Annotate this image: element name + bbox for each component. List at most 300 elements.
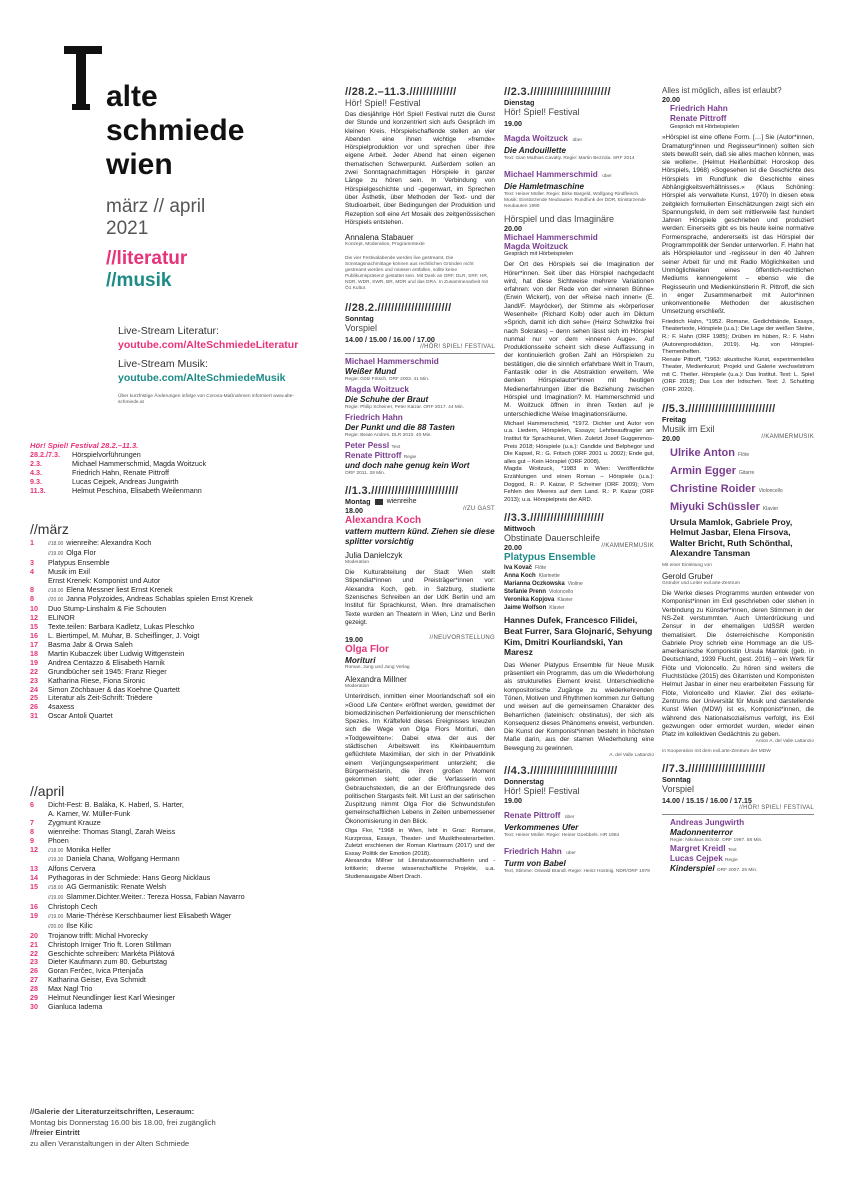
ensemble-members bbox=[504, 564, 654, 612]
p2-name: Michael Hammerschmid bbox=[504, 170, 598, 179]
calendar-entry bbox=[48, 712, 330, 721]
s2-time: 20.00 bbox=[504, 224, 522, 233]
calendar-text: Christoph Irniger Trio ft. Loren Stillman bbox=[48, 939, 172, 949]
date-3-3-title: Obstinate Dauerschleife bbox=[504, 533, 601, 544]
s2-title: Hörspiel und das Imaginäre bbox=[504, 214, 615, 224]
calendar-day: 15 bbox=[30, 882, 38, 892]
logo-line-wien: wien bbox=[106, 148, 173, 181]
p1-work: Die Andouillette bbox=[504, 146, 567, 155]
calendar-day: 2.3. bbox=[30, 458, 42, 468]
q-text: »Hörspiel ist eine offene Form. […] Sie (Autor*innen, Dramaturg*innen und Regisseur*innen) sollten sich stets bewußt sein, daß sie alles machen können, was sie wollen«. (Helmut Heißenbüttel: Horoskop des Hörspiels, 1968) »Sogesehen ist die Geschichte des Hörspiels im Rundfunk die Geschichte eines Abhängigkeitsverhältnisses.« (Klaus Schöning: Hörspiel als verwaltete Kunst, 1970) In diesen etwa zeitgleich formulierten Einschätzungen zeigt sich ein Spannungsfeld, in dem seit mittlerweile fast hundert Jahren Hörspiele geschrieben und produziert werden: Einerseits gibt es bis heute keine normative Formensprache, andererseits ist das Hörspiel der Programmpolitik der Sender unterworfen. F. Hahn hat als Hörspielautor und -regisseur in den 40 Jahren seiner Arbeit für und mit Radio Möglichkeiten und Unmöglichkeiten eines öffentlich-rechtlichen Mediums kennengelernt – ebenso wie die Regisseurin und Medienkünstlerin R. Pittroff, die sich in enger Zusammenarbeit mit Autor*innen unkonventionelle Methoden der akustischen Umsetzung erschließt. bbox=[662, 134, 814, 316]
ensemble-text: Das Wiener Platypus Ensemble für Neue Musik präsentiert ein Programm, das um die Wiederholung als strukturelles Element kreist. Unterschiedliche kompositorische Zugänge zu wiederkehrenden Tönen, Motiven und Rhythmen kommen zur Geltung und weisen auf die gemeinsamen Charakter des Beharrlichen (lateinisch: obstinatus), der sich als Konsequenz dieses Phänomens erweist, verbunden. Die Kunst der Komponist*innen besteht in höchsten Maße darin, aus der starren Wiederholung eine Bewegung zu gewinnen. bbox=[504, 661, 654, 752]
column-4 bbox=[662, 86, 814, 874]
maerz-heading: //märz bbox=[30, 521, 69, 537]
date-3-3-tag: //KAMMERMUSIK bbox=[601, 543, 654, 550]
pittroff-name: Renate Pittroff bbox=[345, 451, 402, 461]
s2-name-1: Michael Hammerschmid bbox=[504, 233, 598, 242]
festival-note: Die vier Festivalabende werden live gestreamt. Die Sonntagsnachmittage können aus rechtlichen Gründen nicht gestreamt werden und müssen entfallen, sollte keine Publikumspräsenz gestattet sein. Mit Dank an ORF, DLR, SRF, HR, NDR, WDR, SWR, BR, MDR und das DRA. In Zusammenarbeit mit Ö1 Kultur. bbox=[345, 256, 489, 292]
member-name: Veronika Kopjova bbox=[504, 597, 555, 604]
date-4-3: //4.3.////////////////////////// bbox=[504, 765, 618, 778]
ensemble-member bbox=[504, 564, 654, 572]
calendar-day: 28.2./7.3. bbox=[30, 450, 60, 459]
member-instrument: Klavier bbox=[549, 605, 565, 612]
p4-meta: Text, Stimme: Oswald Brandl. Regie: Heinz Hostnig. NDR/ORF 1979 bbox=[504, 869, 650, 875]
calendar-text: Slammer.Dichter.Weiter.: Tereza Hossa, Fabian Navarro bbox=[66, 892, 245, 902]
stream-mus-label: Live-Stream Musik: bbox=[118, 358, 208, 370]
footer-info bbox=[30, 1107, 330, 1149]
calendar-day: 23 bbox=[30, 675, 38, 685]
p2-conn: über bbox=[602, 174, 612, 179]
flor-tag: //NEUVORSTELLUNG bbox=[429, 635, 495, 642]
member-name: Stefanie Prenn bbox=[504, 589, 547, 596]
calendar-day: 10 bbox=[30, 604, 38, 614]
ensemble-member bbox=[504, 604, 654, 612]
calendar-entry bbox=[48, 1003, 330, 1012]
q-name-2: Renate Pittroff bbox=[670, 114, 727, 123]
kreidl-name: Margret Kreidl bbox=[670, 844, 726, 854]
calendar-day: 4.3. bbox=[30, 467, 42, 477]
program-work: Weißer Mund bbox=[345, 367, 397, 377]
date-1-3-line bbox=[345, 497, 495, 506]
calendar-text: Dicht-Fest: B. Baláka, K. Haberl, S. Harter, bbox=[48, 800, 184, 809]
calendar-day: 8 bbox=[30, 584, 34, 594]
calendar-day: 17 bbox=[30, 639, 38, 649]
calendar-day: 26 bbox=[30, 702, 38, 712]
calendar-text: Helmut Peschina, Elisabeth Weilenmann bbox=[72, 485, 202, 495]
program-work: Die Schuhe der Braut bbox=[345, 395, 429, 405]
date-3-3-day: Mittwoch bbox=[504, 524, 536, 534]
calendar-text: Platypus Ensemble bbox=[48, 557, 110, 567]
vorspiel-program-list bbox=[345, 357, 495, 439]
p2-meta: Text: Heiner Müller. Regie: Birke Bargeld, Wolfgang Rindfleisch. Musik: Einstürzende Neubauten. Rundfunk der DDR, Einstürzende Neubauten 1990 bbox=[504, 192, 646, 209]
date-5-3-day: Freitag bbox=[662, 414, 686, 424]
calendar-day: 8 bbox=[30, 826, 34, 836]
calendar-time: //19.00 bbox=[48, 895, 64, 902]
calendar-text: L. Biertimpel, M. Muhar, B. Scheiflinger, J. Voigt bbox=[48, 631, 200, 641]
s2-sub: Gespräch mit Hörbeispielen bbox=[504, 251, 574, 257]
cejpek-role: Regie bbox=[725, 858, 738, 864]
calendar-text: Christoph Cech bbox=[48, 901, 98, 911]
calendar-day: 19 bbox=[30, 657, 38, 667]
calendar-day: 22 bbox=[30, 948, 38, 958]
calendar-time: //18.00 bbox=[48, 885, 64, 892]
anvil-t-icon bbox=[64, 46, 102, 112]
musician-name: Armin Egger bbox=[670, 464, 737, 477]
calendar-time: //19.00 bbox=[48, 913, 64, 920]
musician-name: Ulrike Anton bbox=[670, 446, 735, 459]
calendar-text: Helmut Neundlinger liest Karl Wiesinger bbox=[48, 993, 176, 1003]
pessl-name: Peter Pessl bbox=[345, 441, 390, 451]
calendar-text: Texte.teilen: Barbara Kadletz, Lukas Pleschko bbox=[48, 622, 195, 632]
p3-conn: über bbox=[564, 815, 575, 821]
curator-role: Konzept, Moderation, Programmtexte bbox=[345, 242, 425, 248]
calendar-text: A. Karner, W. Müller-Funk bbox=[48, 808, 131, 818]
calendar-text: Basma Jabr & Orwa Saleh bbox=[48, 639, 133, 649]
program-meta: Regie: Götz Fritsch. ORF 2003. 41 Min. bbox=[345, 377, 430, 383]
date-5-3-tag: //KAMMERMUSIK bbox=[761, 433, 814, 440]
date-2-3-title: Hör! Spiel! Festival bbox=[504, 107, 580, 117]
ensemble-name: Platypus Ensemble bbox=[504, 552, 596, 564]
s2-name-2: Magda Woitzuck bbox=[504, 242, 568, 251]
date-28-2-tag: //HÖR! SPIEL! FESTIVAL bbox=[420, 344, 495, 351]
calendar-text: Dieter Kaufmann zum 80. Geburtstag bbox=[48, 957, 168, 967]
program-name: Friedrich Hahn bbox=[345, 413, 403, 423]
exil-coop: In Kooperation mit dem exil.arte-Zentrum der MDW bbox=[662, 749, 771, 755]
date-1-3-time-row bbox=[345, 506, 495, 515]
calendar-day: 14 bbox=[30, 873, 38, 883]
calendar-text: Gianluca Iadema bbox=[48, 1001, 103, 1011]
date-1-3: //1.3.////////////////////////// bbox=[345, 485, 459, 498]
millner-bio: Alexandra Millner ist Literaturwissenschaftlerin und -kritikerin; diverse wissenschaftliche Projekte, u.a. Studienausgabe Albert Drach. bbox=[345, 858, 495, 880]
ensemble-member bbox=[504, 588, 654, 596]
date-3-3: //3.3.////////////////////// bbox=[504, 512, 605, 525]
calendar-text: Monika Helfer bbox=[66, 844, 111, 854]
logo-line-schmiede: schmiede bbox=[106, 114, 245, 147]
s2-text: Der Ort des Hörspiels sei die Imagination der Hörer*innen. Seit über das Hörspiel nachgedacht wird, hat diese Sichtweise mehrere Variationen erfahren: von der Rede von der »inneren Bühne« (Erwin Wickert), von der »Reise nach innen« (E. Jandl/F. Mayröcker), der Stimme als »körperloser Wesenheit« (Richard Kolb) oder auch im Diktum »Sprich, damit ich dich sehe« (Heinz Schwitzke frei nach Sokrates) – denn sehen lässt sich im Hörspiel nunmal nur vor dem »inneren Auge«. Auf Produktionsseite scheint sich diese Auffassung in der kontinuierlich großen Zahl an Hörspielen zu bestätigen, die die sinnlich erfahrbare Welt in Traum, Fantastik oder in die Abstraktion erweitern. Wie denken Hörspielautor*innen mit heutigen Medienerfahrungen über die Beziehung zwischen Hörspiel und Imagination? M. Hammerschmid und M. Woitzuck öffnen in ihren Texten auf je unterschiedliche Weise Imaginationsräume. bbox=[504, 261, 654, 418]
date-1-3-day: Montag bbox=[345, 497, 371, 507]
p1-conn: über bbox=[572, 138, 583, 143]
calendar-text: Phoen bbox=[48, 835, 69, 845]
musician-instrument: Flöte bbox=[738, 451, 750, 458]
flor-time-row bbox=[345, 635, 495, 644]
calendar-text: Michael Hammerschmid, Magda Woitzuck bbox=[72, 458, 207, 468]
flor-meta: Roman. Jung und Jung Verlag bbox=[345, 665, 410, 671]
jungwirth-name: Andreas Jungwirth bbox=[670, 818, 745, 828]
calendar-day: 12 bbox=[30, 844, 38, 854]
calendar-day: 25 bbox=[30, 693, 38, 703]
pessl-role: Text bbox=[391, 445, 401, 451]
date-7-3-tag: //HÖR! SPIEL! FESTIVAL bbox=[739, 805, 814, 812]
date-1-3-tag: //ZU GAST bbox=[462, 506, 495, 513]
calendar-day: 24 bbox=[30, 684, 38, 694]
flor-bio: Olga Flor, *1968 in Wien, lebt in Graz: Romane, Kurzprosa, Essays, Theater- und Musiktheaterarbeiten. Zuletzt erschienen der Roman Klartraum (2017) und der Essay Politik der Emotion (2018). bbox=[345, 827, 495, 857]
q-title: Alles ist möglich, alles ist erlaubt? bbox=[662, 86, 782, 95]
ensemble-sign: A. del Valle Lattanzio bbox=[609, 753, 654, 759]
date-7-3: //7.3./////////////////////// bbox=[662, 763, 766, 776]
calendar-day: 28 bbox=[30, 984, 38, 994]
calendar-text: Zygmunt Krauze bbox=[48, 817, 101, 827]
date-7-3-day: Sonntag bbox=[662, 775, 691, 785]
footer-line-2: Montag bis Donnerstag 16.00 bis 18.00, frei zugänglich bbox=[30, 1117, 216, 1127]
kinderspiel-meta: ORF 2007. 25 Min. bbox=[716, 868, 758, 874]
calendar-day: 23 bbox=[30, 957, 38, 967]
exil-text: Die Werke dieses Programms wurden entweder von Komponist*innen im Exil geschrieben oder stehen in Verbindung zu Künstler*innen, deren Stimmen in der NS-Zeit verstummten. Auch Unterdrückung und Zensur in der ehemaligen UdSSR werden thematisiert. Die österreichische Komponistin Gabriele Proy schrieb eine Hommage an die US-amerikanische Komponistin Ursula Mamlok (geb. in Deutschland, 1939 Flucht, gest. 2016) – ein Werk für Flöte und Violoncello. Zu hören sind weiters die Fluchtstücke (2015) des Gitarristen und Komponisten Helmut Jasbar in einer neu erarbeiteten Fassung für Flöte, Violoncello und Klavier. Ziel des exilarte-Zentrums der Universität für Musik und darstellende Kunst Wien (MDW) ist es, Komponist*innen, die während des Nationalsozialismus verfolgt, ins Exil gezwungen oder ermordet wurden, wieder einen Platz im kollektiven Gedächtnis zu geben. bbox=[662, 590, 814, 739]
member-instrument: Flöte bbox=[535, 565, 547, 572]
s2-bio-1: Michael Hammerschmid, *1972. Dichter und Autor von u.a. Liedern, Hörspielen, Essays; Lehrbeauftragter am Institut für Sprachkunst, Wien. Zuletzt Josef Guggenmos-Preis 2018; Hörspiele (u.a.): Candide und Belphegor und Die Kapsel, R.: G. Fritsch (ORF 2001 u. 2002); Ende gut, alles gut – Kein Hörspiel (ORF 2008). bbox=[504, 420, 654, 465]
calendar-text: AG Germanistik: Renate Welsh bbox=[66, 882, 167, 892]
footer-line-1: //Galerie der Literaturzeitschriften, Leseraum: bbox=[30, 1107, 195, 1116]
calendar-row bbox=[30, 487, 330, 496]
flor-work: Morituri bbox=[345, 656, 376, 666]
p4-name: Friedrich Hahn bbox=[504, 847, 562, 857]
literatur-label: //literatur bbox=[106, 248, 188, 269]
member-name: Marianna Oczkowska bbox=[504, 581, 565, 588]
musik-label: //musik bbox=[106, 270, 172, 291]
calendar-text: Goran Ferčec, Ivica Prtenjača bbox=[48, 966, 144, 976]
calendar-entry bbox=[48, 559, 330, 568]
festival-date: //28.2.–11.3.////////////// bbox=[345, 86, 457, 98]
musician-name: Christine Roider bbox=[670, 482, 756, 495]
date-7-3-title: Vorspiel bbox=[662, 784, 695, 795]
festival-text: Das diesjährige Hör! Spiel! Festival nutzt die Gunst der Stunde und konzentriert sich aufs Gespräch im kleinen Kreis. Hörspielschaffende stellen an vier Abenden eine ihnen wichtige »fremde« Hörspielproduktion vor und sprechen über ihre eigene Arbeit. Jeder Abend hat einen eigenen thematischen Schwerpunkt. Außerdem sollen an zwei Sonntagnachmittagen Hörspiele in ganzer Länge zu hören sein. In Verbindung von Hörspielgeschichte und -gegenwart, im Sprechen über Ästhetik, über Methoden der Text- und der Studioarbeit, über Bedingungen der Produktion und Rezeption soll eine Art Mosaik des zeitgenössischen Hörspiels entstehen. bbox=[345, 111, 495, 226]
stream-lit-label: Live-Stream Literatur: bbox=[118, 325, 219, 337]
calendar-text: Friedrich Hahn, Renate Pittroff bbox=[72, 467, 169, 477]
flor-name: Olga Flor bbox=[345, 644, 389, 656]
calendar-text: Katharina Riese, Fiona Sironic bbox=[48, 675, 146, 685]
calendar-row bbox=[30, 694, 330, 703]
calendar-text: ELINOR bbox=[48, 613, 75, 623]
s2-bio-2: Magda Woitzuck, *1983 in Wien: Veröffentlichte Erzählungen und einen Roman – Hörspiele (u.a.): Doggod, R.: P. Kaizar, P. Scheiner (ORF 2009); Vom Fehlen des Meeres auf dem Land. R.: P. Kaizar (ORF 2013); u.a. Hörspielpreis der ARD. bbox=[504, 466, 654, 503]
calendar-day: 16 bbox=[30, 901, 38, 911]
calendar-text: wienreihe: Alexandra Koch bbox=[66, 538, 152, 547]
calendar-text: Musik im Exil bbox=[48, 566, 90, 576]
calendar-text: Oscar Antoli Quartet bbox=[48, 711, 113, 721]
flor-time: 19.00 bbox=[345, 635, 363, 645]
q-bio-1: Friedrich Hahn, *1952. Romane, Gedichtbände, Essays, Theatertexte, Hörspiele (u.a.): Die Lage der weißen Steine, R.: F. Hahn (ORF 1985); Drüben im hüben, R.: F. Hahn (Autorenproduktion, 2019). Hg. von Hörspiel-Themenheften. bbox=[662, 318, 814, 356]
divider bbox=[345, 353, 495, 354]
festival-overview-list bbox=[30, 451, 330, 496]
p3-work: Verkommenes Ufer bbox=[504, 823, 579, 833]
exil-musician bbox=[670, 479, 814, 497]
calendar-day: 12 bbox=[30, 613, 38, 623]
calendar-text: Martin Kubaczek über Ludwig Wittgenstein bbox=[48, 648, 185, 658]
musician-instrument: Violoncello bbox=[758, 487, 783, 494]
calendar-row bbox=[30, 1003, 330, 1012]
p3-meta: Text: Heiner Müller. Regie: Heiner Goebbels. HR 1984 bbox=[504, 833, 620, 839]
calendar-text: Alfons Cervera bbox=[48, 864, 96, 874]
program-meta: Regie: Philip Scheiner, Peter Kaizar. ORF 2017. 44 Min. bbox=[345, 405, 464, 411]
calendar-day: 11.3. bbox=[30, 485, 46, 495]
calendar-day: 15 bbox=[30, 622, 38, 632]
date-5-3-title: Musik im Exil bbox=[662, 423, 715, 434]
date-4-3-day: Donnerstag bbox=[504, 777, 544, 787]
q-name-1: Friedrich Hahn bbox=[670, 104, 728, 113]
calendar-time: //18.00 bbox=[48, 541, 64, 547]
program-entry bbox=[345, 413, 495, 439]
calendar-day: 30 bbox=[30, 1001, 38, 1011]
calendar-time: //19.00 bbox=[48, 550, 64, 557]
date-28-2-day: Sonntag bbox=[345, 314, 374, 324]
maerz-list bbox=[30, 539, 330, 721]
musician-instrument: Gitarre bbox=[739, 469, 755, 476]
calendar-text: Ilse Kilic bbox=[66, 920, 93, 930]
musician-instrument: Klavier bbox=[762, 505, 779, 512]
date-28-2-times: 14.00 / 15.00 / 16.00 / 17.00 bbox=[345, 335, 435, 345]
program-name: Magda Woitzuck bbox=[345, 385, 409, 395]
member-instrument: Klavier bbox=[557, 597, 573, 604]
calendar-day: 26 bbox=[30, 966, 38, 976]
calendar-day: 9 bbox=[30, 835, 34, 845]
calendar-day: 1 bbox=[30, 538, 34, 547]
calendar-text: Andrea Centazzo & Elisabeth Harnik bbox=[48, 657, 165, 667]
program-name: Michael Hammerschmid bbox=[345, 357, 439, 367]
program-work: Der Punkt und die 88 Tasten bbox=[345, 423, 455, 433]
calendar-day: 7 bbox=[30, 817, 34, 827]
stream-mus-link[interactable]: youtube.com/AlteSchmiedeMusik bbox=[118, 372, 286, 384]
danielczyk-role: Moderation bbox=[345, 560, 369, 566]
calendar-time: //18.00 bbox=[48, 847, 64, 854]
p4-conn: über bbox=[566, 851, 576, 857]
calendar-day: 31 bbox=[30, 711, 38, 721]
festival-title: Hör! Spiel! Festival bbox=[345, 98, 421, 108]
kinderspiel-work: Kinderspiel bbox=[670, 864, 715, 874]
date-2-3-time: 19.00 bbox=[504, 119, 522, 128]
calendar-text: Elena Messner liest Ernst Krenek bbox=[66, 584, 173, 594]
stream-lit-link[interactable]: youtube.com/AlteSchmiedeLiteratur bbox=[118, 339, 299, 351]
date-2-3: //2.3.//////////////////////// bbox=[504, 86, 611, 98]
calendar-day: 3 bbox=[30, 557, 34, 567]
alte-schmiede-logo bbox=[64, 46, 264, 181]
calendar-day: 8 bbox=[30, 594, 34, 604]
p1-meta: Text: Gian Mathias Cavalty. Regie: Martin Bezzola. SRF 2014 bbox=[504, 156, 635, 161]
calendar-day: 13 bbox=[30, 864, 38, 874]
pittroff-work: und doch nahe genug kein Wort bbox=[345, 461, 470, 471]
maerz-calendar bbox=[30, 521, 330, 721]
koch-work: vattern muttern künd. Ziehen sie diese splitter vorsichtig bbox=[345, 527, 495, 547]
exil-sign: Anton A. del Valle Lattanzio bbox=[755, 739, 814, 745]
composers-list: Hannes Dufek, Francesco Filidei, Beat Furrer, Sara Glojnarić, Sehyung Kim, Dmitri Kourliandski, Yan Maresz bbox=[504, 615, 653, 658]
calendar-day: 16 bbox=[30, 631, 38, 641]
calendar-text: Katharina Geiser, Eva Schmidt bbox=[48, 975, 146, 985]
date-1-3-time: 18.00 bbox=[345, 506, 363, 516]
exil-composers: Ursula Mamlok, Gabriele Proy, Helmut Jasbar, Elena Firsova, Walter Bricht, Ruth Schönthal, Alexandre Tansman bbox=[670, 516, 793, 559]
date-5-3: //5.3.////////////////////////// bbox=[662, 402, 776, 415]
koch-name: Alexandra Koch bbox=[345, 515, 422, 527]
q-bio-2: Renate Pittroff, *1963: akustische Kunst, experimentelles Theater, Medienkunst; Projekt und Galerie wechselstrom mit C. Theiler. Hörspiele (u.a.): Das Institut. Text: L. Spiel (ORF 2018); Das Los der Irdischen. Text: J. Schutting (ORF 2020). bbox=[662, 356, 814, 394]
pittroff-role: Regie bbox=[403, 455, 417, 461]
date-3-3-time-row bbox=[504, 543, 654, 552]
april-calendar bbox=[30, 783, 330, 1012]
curator-name: Annalena Stabauer bbox=[345, 233, 414, 243]
calendar-text: Grundbücher seit 1945: Franz Rieger bbox=[48, 666, 167, 676]
calendar-entry bbox=[48, 694, 330, 703]
ensemble-member bbox=[504, 580, 654, 588]
calendar-text: Geschichte schreiben: Markéta Pilátová bbox=[48, 948, 175, 958]
date-28-2-title: Vorspiel bbox=[345, 323, 378, 334]
logo-line-alte: alte bbox=[106, 80, 158, 113]
calendar-text: Literatur als Zeit-Schrift: Triëdere bbox=[48, 693, 153, 703]
calendar-day: 19 bbox=[30, 910, 38, 920]
calendar-row bbox=[30, 712, 330, 721]
kreidl-role: Text bbox=[727, 848, 737, 854]
ensemble-member bbox=[504, 596, 654, 604]
date-5-3-time: 20.00 bbox=[662, 433, 680, 443]
pittroff-credit bbox=[345, 451, 495, 461]
program-entry bbox=[345, 385, 495, 411]
calendar-day: 21 bbox=[30, 939, 38, 949]
calendar-time: //19.30 bbox=[48, 857, 64, 864]
calendar-text: Janna Polyzoides, Andreas Schablas spielen Ernst Krenek bbox=[66, 594, 253, 604]
calendar-row bbox=[30, 605, 330, 614]
p2-work: Die Hamletmaschine bbox=[504, 182, 585, 191]
april-heading: //april bbox=[30, 783, 65, 799]
exil-musician bbox=[670, 497, 814, 515]
member-instrument: Violoncello bbox=[549, 589, 574, 596]
exil-musicians bbox=[662, 443, 814, 515]
calendar-text: wienreihe: Thomas Stangl, Zarah Weiss bbox=[48, 826, 176, 836]
member-instrument: Klarinette bbox=[538, 573, 560, 580]
date-4-3-time: 19.00 bbox=[504, 796, 522, 806]
calendar-time: //20.00 bbox=[48, 597, 64, 604]
calendar-time: //20.00 bbox=[48, 923, 64, 930]
calendar-day: 4 bbox=[30, 566, 34, 576]
date-28-2: //28.2.////////////////////// bbox=[345, 302, 452, 315]
divider bbox=[662, 814, 814, 815]
calendar-text: Duo Stump-Linshalm & Fie Schouten bbox=[48, 604, 167, 614]
koch-text: Die Kulturabteilung der Stadt Wien stellt Stipendiat*innen und Preisträger*innen vor: Alexandra Koch, geb. in Salzburg, studierte Szenisches Schreiben an der UdK Berlin und am Institut für Sprachkunst, Wien. Ihre dramatischen Texte wurden an Theatern in Wien, Linz und Berlin gezeigt. bbox=[345, 569, 495, 626]
date-4-3-title: Hör! Spiel! Festival bbox=[504, 786, 580, 797]
festival-overview-title: Hör! Spiel! Festival 28.2.–11.3. bbox=[30, 441, 139, 450]
calendar-time: //18.00 bbox=[48, 587, 64, 594]
calendar-day: 20 bbox=[30, 930, 38, 940]
millner-role: Moderation bbox=[345, 684, 369, 690]
pittroff-meta: ORF 2011. 29 Min. bbox=[345, 471, 386, 477]
calendar-text: Trojanow trifft: Michal Hvorecky bbox=[48, 930, 148, 940]
ensemble-member bbox=[504, 572, 654, 580]
exil-musician bbox=[670, 443, 814, 461]
calendar-text: Olga Flor bbox=[66, 547, 96, 557]
calendar-row bbox=[30, 828, 330, 837]
jungwirth-meta: Regie: Nikolaus Scholz. ORF 1997. 58 Min. bbox=[670, 838, 763, 844]
wienreihe-logo-icon bbox=[375, 499, 383, 505]
program-entry bbox=[345, 357, 495, 383]
corona-note: Über kurzfristige Änderungen infolge von Corona-Maßnahmen informiert www.alte-schmiede.at bbox=[118, 394, 294, 405]
cejpek-name: Lucas Cejpek bbox=[670, 854, 723, 864]
festival-overview bbox=[30, 441, 330, 496]
calendar-text: Max Nagl Trio bbox=[48, 984, 93, 994]
q-time: 20.00 bbox=[662, 95, 680, 104]
calendar-day: 22 bbox=[30, 666, 38, 676]
date-7-3-times: 14.00 / 15.15 / 16.00 / 17.15 bbox=[662, 796, 752, 806]
calendar-text: Pythagoras in der Schmiede: Hans Georg Nicklaus bbox=[48, 873, 211, 883]
calendar-text: Simon Zöchbauer & das Koehne Quartett bbox=[48, 684, 180, 694]
calendar-text: Lucas Cejpek, Andreas Jungwirth bbox=[72, 476, 179, 486]
exil-intro: Mit einer Einleitung von bbox=[662, 563, 712, 569]
q-sub: Gespräch mit Hörbeispielen bbox=[670, 124, 740, 130]
calendar-day: 27 bbox=[30, 975, 38, 985]
date-2-3-day: Dienstag bbox=[504, 98, 535, 107]
calendar-text: Marie-Thérèse Kerschbaumer liest Elisabeth Wäger bbox=[66, 910, 232, 920]
calendar-text: Hörspielvorführungen bbox=[72, 450, 141, 459]
column-3 bbox=[504, 86, 654, 877]
pessl-credit bbox=[345, 441, 495, 451]
member-name: Anna Koch bbox=[504, 573, 536, 580]
program-meta: Regie: Beate Andres. DLR 2010. 40 Min. bbox=[345, 433, 432, 439]
calendar-text: Daniela Chana, Wolfgang Hermann bbox=[66, 854, 180, 864]
danielczyk-name: Julia Danielczyk bbox=[345, 551, 403, 561]
millner-name: Alexandra Millner bbox=[345, 675, 407, 685]
column-2 bbox=[345, 86, 495, 881]
footer-line-3: //freier Eintritt bbox=[30, 1128, 80, 1137]
member-instrument: Violine bbox=[567, 581, 583, 588]
calendar-day: 29 bbox=[30, 993, 38, 1003]
p3-name: Renate Pittroff bbox=[504, 811, 561, 821]
calendar-text: Ernst Krenek: Komponist und Autor bbox=[48, 575, 161, 585]
april-list bbox=[30, 801, 330, 1012]
calendar-entry bbox=[48, 605, 330, 614]
p1-name: Magda Woitzuck bbox=[504, 134, 568, 143]
jungwirth-work: Madonnenterror bbox=[670, 828, 733, 838]
issue-month: märz // april bbox=[106, 196, 206, 217]
member-name: Iva Kovač bbox=[504, 565, 533, 572]
wienreihe-label: wienreihe bbox=[386, 498, 417, 506]
footer-line-4: zu allen Veranstaltungen in der Alten Schmiede bbox=[30, 1138, 190, 1148]
member-name: Jaime Wolfson bbox=[504, 605, 547, 612]
musician-name: Miyuki Schüssler bbox=[670, 500, 760, 513]
date-3-3-time: 20.00 bbox=[504, 543, 522, 553]
exil-musician bbox=[670, 461, 814, 479]
flor-text: Unterirdisch, inmitten einer Moorlandschaft soll ein »Good Life Center« eröffnet werden, gewidmet der biomedizinischen Perfektionierung der menschlichen Spezies. Im Kräftefeld dieses Ereignisses kreuzen sich die Wege von Olga Flors Morituri, den »Todgeweihten«: Dabei etwa der aus der städtischen Arbeitswelt ins Kleinbauerntum geflüchtete Maximilian, der sich in der Privatklinik einem Verjüngungsexperiment unterzieht; die Bürgermeisterin, die ihren großen Moment gekommen sieht; oder die Verfasserin von Gebrauchstexten, die an der Eröffnungsrede des politischen Stargasts feilt. Mit Lust an der satirischen Zuspitzung nimmt Olga Flor die Schwundstufen gemeinschaftlichen Lebens in Zeiten unbemessener Ökonomisierung in den Blick. bbox=[345, 693, 495, 825]
